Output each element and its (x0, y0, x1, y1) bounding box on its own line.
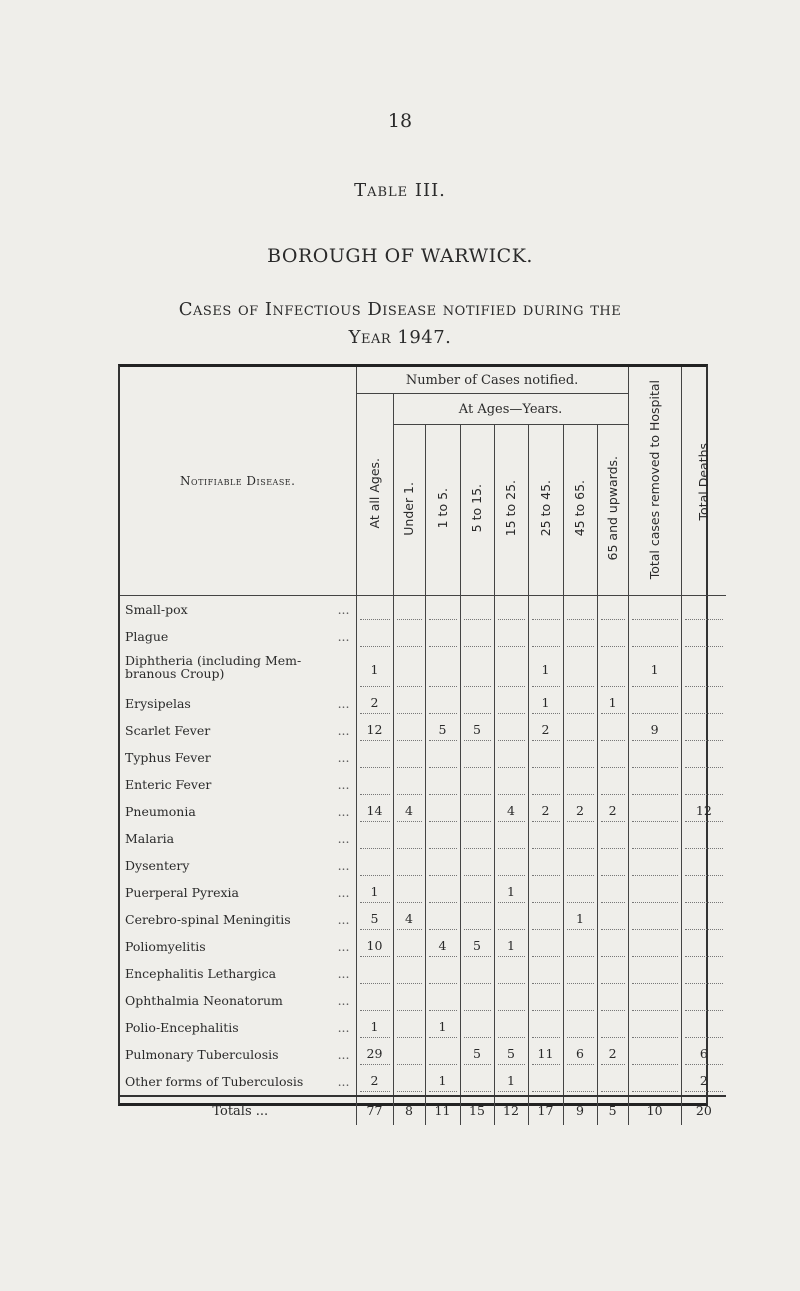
table-cell (425, 650, 460, 690)
table-cell: 14 (356, 798, 393, 825)
table-cell (563, 1068, 597, 1096)
page-number: 18 (387, 110, 413, 132)
table-row (120, 960, 726, 987)
table-cell (425, 596, 460, 624)
table-cell: 15 (460, 1096, 494, 1125)
table-cell (628, 798, 681, 825)
table-cell (597, 906, 628, 933)
borough-heading: BOROUGH OF WARWICK. (267, 245, 533, 267)
table-cell (494, 825, 528, 852)
table-cell (393, 933, 425, 960)
table-cell (681, 987, 726, 1014)
disease-name: Plague ... (120, 623, 356, 650)
table-cell (597, 960, 628, 987)
table-cell (393, 690, 425, 717)
table-cell (628, 987, 681, 1014)
table-row (120, 825, 726, 852)
disease-name: Dysentery ... (120, 852, 356, 879)
table-cell (393, 825, 425, 852)
disease-name: Scarlet Fever ... (120, 717, 356, 744)
table-cell: 6 (563, 1041, 597, 1068)
table-cell: 1 (356, 1014, 393, 1041)
table-cell: 1 (494, 1068, 528, 1096)
table-row (120, 623, 726, 650)
table-cell: 11 (528, 1041, 563, 1068)
table-row (120, 879, 726, 906)
table-cell (356, 825, 393, 852)
header-total-deaths: Total Deaths. (681, 367, 726, 596)
table-row (120, 690, 726, 717)
subtitle-line-1: Cases of Infectious Disease notified during the (178, 299, 622, 320)
table-cell (681, 771, 726, 798)
table-cell (563, 987, 597, 1014)
table-cell (356, 623, 393, 650)
table-cell (425, 906, 460, 933)
table-cell (681, 933, 726, 960)
table-cell (393, 960, 425, 987)
header-age-group: 15 to 25. (494, 425, 528, 596)
table-cell (681, 717, 726, 744)
table-cell (494, 690, 528, 717)
table-cell (356, 960, 393, 987)
table-cell (597, 596, 628, 624)
table-cell (563, 650, 597, 690)
table-cell: 12 (494, 1096, 528, 1125)
table-cell (393, 623, 425, 650)
table-cell (597, 650, 628, 690)
table-cell (393, 1041, 425, 1068)
table-cell (393, 717, 425, 744)
table-cell: 11 (425, 1096, 460, 1125)
table-row (120, 771, 726, 798)
table-cell: 2 (563, 798, 597, 825)
disease-name: Diphtheria (including Mem- branous Croup) (120, 650, 356, 690)
disease-name: Enteric Fever ... (120, 771, 356, 798)
table-cell (356, 596, 393, 624)
table-cell (563, 825, 597, 852)
table-cell (628, 744, 681, 771)
table-cell (356, 852, 393, 879)
table-cell: 2 (681, 1068, 726, 1096)
table-cell: 17 (528, 1096, 563, 1125)
disease-name: Pneumonia ... (120, 798, 356, 825)
table-cell: 1 (528, 690, 563, 717)
disease-name: Ophthalmia Neonatorum ... (120, 987, 356, 1014)
table-cell (528, 906, 563, 933)
table-cell (597, 987, 628, 1014)
table-cell: 4 (393, 798, 425, 825)
table-cell (494, 650, 528, 690)
table-row (120, 987, 726, 1014)
table-cell: 12 (681, 798, 726, 825)
table-cell (563, 690, 597, 717)
table-row (120, 717, 726, 744)
table-cell (460, 650, 494, 690)
table-cell (494, 1014, 528, 1041)
table-cell (597, 623, 628, 650)
table-cell (681, 690, 726, 717)
table-cell (628, 933, 681, 960)
table-cell (425, 879, 460, 906)
table-cell (597, 717, 628, 744)
table-cell: 1 (356, 879, 393, 906)
table-cell (494, 623, 528, 650)
table-cell: 77 (356, 1096, 393, 1125)
table-row (120, 798, 726, 825)
table-cell (563, 623, 597, 650)
table-cell (528, 987, 563, 1014)
table-title: Table III. (354, 180, 446, 201)
table-cell (393, 1014, 425, 1041)
table-cell: 5 (356, 906, 393, 933)
table-cell (425, 960, 460, 987)
table-cell (597, 852, 628, 879)
table-cell (460, 690, 494, 717)
table-cell (563, 744, 597, 771)
table-cell: 9 (628, 717, 681, 744)
table-cell (425, 852, 460, 879)
header-removed-to-hospital: Total cases removed to Hospital (628, 367, 681, 596)
table-cell (393, 650, 425, 690)
table-cell (494, 596, 528, 624)
table-cell (393, 852, 425, 879)
table-cell (528, 596, 563, 624)
table-cell (597, 1014, 628, 1041)
disease-name: Polio-Encephalitis ... (120, 1014, 356, 1041)
table-row (120, 1014, 726, 1041)
table-cell (563, 879, 597, 906)
table-cell (597, 825, 628, 852)
table-cell (597, 771, 628, 798)
table-cell: 2 (528, 798, 563, 825)
table-cell (681, 596, 726, 624)
table-cell (628, 1041, 681, 1068)
infectious-disease-table (118, 364, 712, 1119)
table-cell (425, 798, 460, 825)
table-cell: 1 (425, 1014, 460, 1041)
table-cell (425, 825, 460, 852)
header-age-group: 45 to 65. (563, 425, 597, 596)
table-cell (597, 879, 628, 906)
table-row (120, 852, 726, 879)
table-cell (494, 960, 528, 987)
table-cell (460, 852, 494, 879)
table-cell: 6 (681, 1041, 726, 1068)
table-cell (425, 771, 460, 798)
table-cell (393, 879, 425, 906)
table-cell (628, 960, 681, 987)
table-cell: 1 (356, 650, 393, 690)
table-cell (563, 852, 597, 879)
table-row (120, 1041, 726, 1068)
table-cell (356, 744, 393, 771)
header-age-group: 5 to 15. (460, 425, 494, 596)
table-cell: 1 (528, 650, 563, 690)
table-cell (563, 960, 597, 987)
table-cell (628, 1014, 681, 1041)
table-cell (681, 960, 726, 987)
table-cell (563, 717, 597, 744)
disease-name: Poliomyelitis ... (120, 933, 356, 960)
table-cell: 5 (460, 717, 494, 744)
table-cell: 4 (393, 906, 425, 933)
subtitle-line-2: Year 1947. (348, 327, 452, 348)
table-row (120, 650, 726, 690)
table-cell (628, 852, 681, 879)
table-cell: 29 (356, 1041, 393, 1068)
table-cell (681, 623, 726, 650)
table-cell (597, 1068, 628, 1096)
table-cell (460, 744, 494, 771)
disease-name: Small-pox ... (120, 596, 356, 624)
table-cell: 1 (425, 1068, 460, 1096)
table-cell (528, 879, 563, 906)
table-cell: 5 (597, 1096, 628, 1125)
table-cell (425, 623, 460, 650)
table-cell (628, 596, 681, 624)
table-row (120, 596, 726, 624)
table-cell: 2 (356, 1068, 393, 1096)
table-cell: 5 (460, 1041, 494, 1068)
table-cell (563, 1014, 597, 1041)
table-cell (494, 906, 528, 933)
table-cell (393, 596, 425, 624)
table-cell: 1 (494, 879, 528, 906)
table-cell (597, 933, 628, 960)
table-cell (460, 798, 494, 825)
header-age-group: 1 to 5. (425, 425, 460, 596)
disease-name: Malaria ... (120, 825, 356, 852)
table-cell (494, 987, 528, 1014)
table-cell (460, 771, 494, 798)
disease-name: Typhus Fever ... (120, 744, 356, 771)
table-cell (681, 650, 726, 690)
table-row (120, 744, 726, 771)
table-cell (528, 771, 563, 798)
table-cell: 1 (563, 906, 597, 933)
header-age-group: Under 1. (393, 425, 425, 596)
table-cell (460, 1068, 494, 1096)
disease-name: Pulmonary Tuberculosis ... (120, 1041, 356, 1068)
table-cell (681, 1014, 726, 1041)
table-cell: 10 (628, 1096, 681, 1125)
table-cell: 5 (460, 933, 494, 960)
table-cell (494, 852, 528, 879)
table-cell (393, 771, 425, 798)
table-cell: 8 (393, 1096, 425, 1125)
table-cell (425, 1041, 460, 1068)
table-cell (460, 960, 494, 987)
table-cell: 4 (494, 798, 528, 825)
table-row (120, 933, 726, 960)
table-cell (597, 744, 628, 771)
table-cell (681, 852, 726, 879)
table-cell: 4 (425, 933, 460, 960)
table-cell (460, 825, 494, 852)
table-cell (425, 690, 460, 717)
table-cell (460, 596, 494, 624)
table-cell: 2 (597, 1041, 628, 1068)
table-cell (528, 623, 563, 650)
table-cell: 5 (494, 1041, 528, 1068)
table-cell: 2 (528, 717, 563, 744)
table-cell (628, 623, 681, 650)
table-row (120, 906, 726, 933)
table-cell (460, 906, 494, 933)
table-cell (393, 744, 425, 771)
header-notifiable-disease: Notifiable Disease. (120, 367, 356, 596)
table-cell: 2 (597, 798, 628, 825)
table-cell (528, 933, 563, 960)
table-cell (356, 771, 393, 798)
table-cell (460, 623, 494, 650)
table-cell (494, 771, 528, 798)
table-cell (494, 744, 528, 771)
table-cell: 1 (597, 690, 628, 717)
table-cell (628, 771, 681, 798)
table-cell: 2 (356, 690, 393, 717)
table-cell (460, 987, 494, 1014)
table-cell (393, 1068, 425, 1096)
table-cell (494, 717, 528, 744)
table-cell (563, 771, 597, 798)
header-at-all-ages: At all Ages. (356, 394, 393, 596)
table-cell (681, 744, 726, 771)
table-cell (681, 879, 726, 906)
disease-name: Cerebro-spinal Meningitis ... (120, 906, 356, 933)
disease-name: Erysipelas ... (120, 690, 356, 717)
table-cell (460, 879, 494, 906)
header-number-of-cases: Number of Cases notified. (356, 367, 628, 394)
table-cell (563, 596, 597, 624)
table-cell (681, 825, 726, 852)
table-cell: 1 (494, 933, 528, 960)
table-cell (393, 987, 425, 1014)
table-subtitle (0, 296, 800, 352)
table-cell (628, 1068, 681, 1096)
table-cell (528, 852, 563, 879)
table-cell (628, 906, 681, 933)
table-cell (356, 987, 393, 1014)
table-cell (425, 987, 460, 1014)
table-cell (528, 1014, 563, 1041)
disease-name: Puerperal Pyrexia ... (120, 879, 356, 906)
table-cell (681, 906, 726, 933)
header-at-ages-years: At Ages—Years. (393, 394, 628, 425)
table-row (120, 1068, 726, 1096)
table-cell: 10 (356, 933, 393, 960)
table-cell: 12 (356, 717, 393, 744)
table-cell (528, 744, 563, 771)
table-cell: 9 (563, 1096, 597, 1125)
table-cell (425, 744, 460, 771)
table-cell (528, 825, 563, 852)
table-cell: 1 (628, 650, 681, 690)
table-cell (628, 879, 681, 906)
header-age-group: 25 to 45. (528, 425, 563, 596)
table-cell: 5 (425, 717, 460, 744)
totals-row (120, 1096, 726, 1125)
table-cell (628, 825, 681, 852)
table-cell (628, 690, 681, 717)
table-cell: 20 (681, 1096, 726, 1125)
disease-name: Encephalitis Lethargica ... (120, 960, 356, 987)
header-age-group: 65 and upwards. (597, 425, 628, 596)
table-cell (528, 960, 563, 987)
table-cell (528, 1068, 563, 1096)
disease-name: Other forms of Tuberculosis ... (120, 1068, 356, 1096)
table-cell (460, 1014, 494, 1041)
totals-label: Totals ... (120, 1096, 356, 1125)
table-cell (563, 933, 597, 960)
